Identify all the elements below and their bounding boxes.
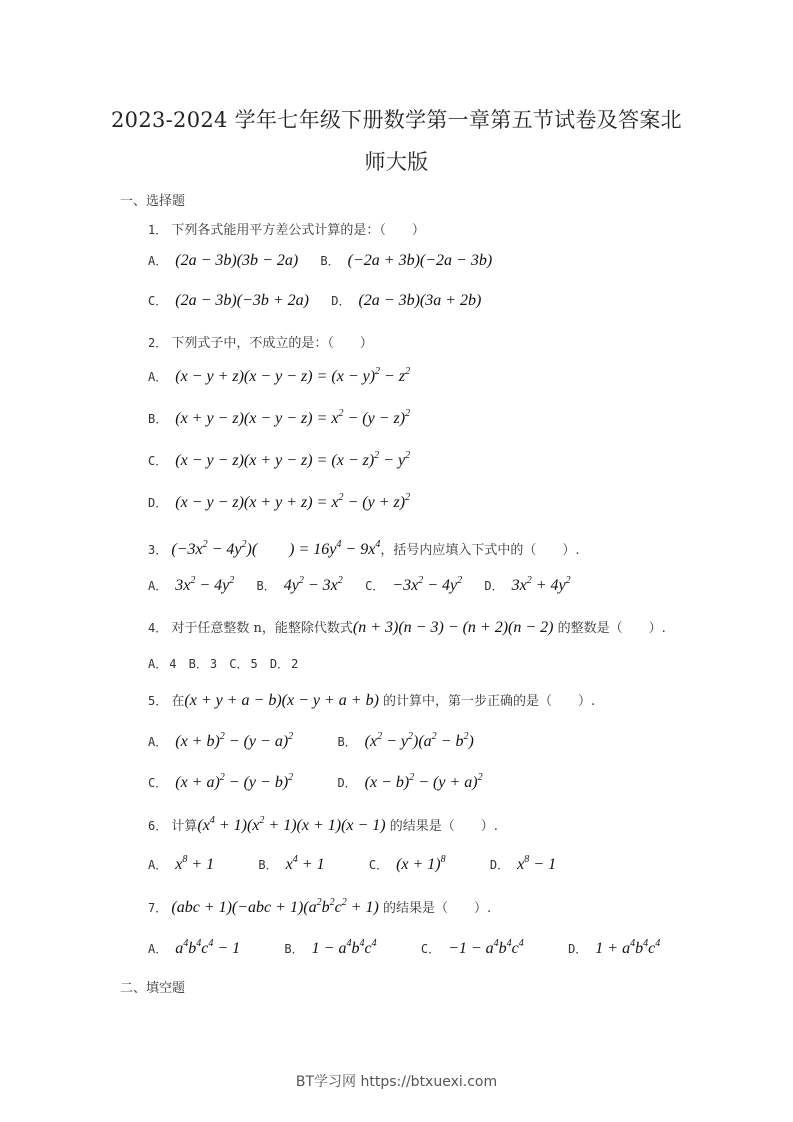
option-value: 2 <box>291 657 299 671</box>
option-label: B． <box>148 412 168 426</box>
option-label: A． <box>148 370 168 384</box>
question-expression: (n + 3)(n − 3) − (n + 2)(n − 2) <box>352 619 554 636</box>
question-number: 6． <box>148 819 168 833</box>
question-2-option-d <box>148 494 410 512</box>
question-7-options <box>148 940 660 958</box>
option-expression: (2a − 3b)(3b − 2a) <box>175 252 299 269</box>
option-label: B． <box>337 735 357 749</box>
question-text: 的整数是（ ）. <box>557 621 666 636</box>
document-title-line2: 师大版 <box>364 150 429 174</box>
option-label: A． <box>148 858 168 872</box>
question-2-stem <box>148 332 373 351</box>
question-2-option-c <box>148 452 410 470</box>
option-expression: $a^4b^4c^4 - 1$ <box>175 938 241 957</box>
question-number: 2． <box>148 336 168 350</box>
option-expression: $3x^2 - 4y^2$ <box>175 575 235 594</box>
question-text: 的计算中，第一步正确的是（ ）. <box>383 694 596 709</box>
question-1-stem <box>148 219 425 238</box>
question-2-option-b <box>148 410 410 428</box>
option-label: D． <box>568 942 588 956</box>
question-number: 5． <box>148 694 168 708</box>
option-expression: $(x - y + z)(x - y - z) = (x - y)^2 - z^2$ <box>175 366 411 385</box>
option-expression: (2a − 3b)(3a + 2b) <box>358 292 482 309</box>
option-expression: $(x + y - z)(x - y - z) = x^2 - (y - z)^2$ <box>175 408 411 427</box>
question-2-option-a <box>148 368 410 386</box>
question-expression: $(-3x^2 - 4y^2)$( ) = $16y^4 - 9x^4$ <box>171 539 381 558</box>
option-label: C． <box>420 942 441 956</box>
question-expression: $(x^4 + 1)(x^2 + 1)(x + 1)(x - 1)$ <box>197 815 386 834</box>
option-label: D． <box>331 294 351 308</box>
option-label: C． <box>368 858 389 872</box>
option-expression: $1 + a^4b^4c^4$ <box>595 938 661 957</box>
question-text: 在 <box>171 694 185 709</box>
question-4-options <box>148 655 306 672</box>
option-label: D． <box>337 776 357 790</box>
option-expression: $(x + a)^2 - (y - b)^2$ <box>175 772 294 791</box>
option-label: A． <box>148 942 168 956</box>
option-label: B． <box>188 657 208 671</box>
option-label: A． <box>148 735 168 749</box>
option-label: D． <box>148 496 168 510</box>
question-text: 下列各式能用平方差公式计算的是：（ ） <box>171 223 425 238</box>
option-value: 3 <box>209 657 218 671</box>
option-expression: $(x + b)^2 - (y - a)^2$ <box>175 731 294 750</box>
option-expression: $(x - y - z)(x + y - z) = (x - z)^2 - y^2$ <box>175 450 411 469</box>
option-expression: $x^8 - 1$ <box>517 854 557 873</box>
question-number: 1． <box>148 223 168 237</box>
section-heading-fill-in-blank: 二、填空题 <box>120 981 186 996</box>
question-7-stem <box>148 897 491 917</box>
option-expression: $x^8 + 1$ <box>175 854 215 873</box>
question-text: ，括号内应填入下式中的（ ）. <box>380 543 580 558</box>
option-label: B． <box>258 858 278 872</box>
question-6-options <box>148 856 556 874</box>
option-expression: $(x - y - z)(x + y + z) = x^2 - (y + z)^2$ <box>175 492 411 511</box>
question-1-options-row1 <box>148 252 492 270</box>
option-label: D． <box>269 657 290 671</box>
option-label: C． <box>148 454 168 468</box>
option-label: C． <box>229 657 249 671</box>
option-label: B． <box>320 254 340 268</box>
section-heading-multiple-choice: 一、选择题 <box>120 194 186 209</box>
option-label: C． <box>148 294 168 308</box>
option-value: 4 <box>169 657 177 671</box>
question-expression: (x + y + a − b)(x − y + a + b) <box>184 692 379 709</box>
question-text: 的结果是（ ）. <box>389 819 498 834</box>
option-label: A． <box>148 254 168 268</box>
option-expression: (2a − 3b)(−3b + 2a) <box>175 292 309 309</box>
option-label: A． <box>148 579 168 593</box>
option-expression: $x^4 + 1$ <box>285 854 325 873</box>
option-expression: $1 - a^4b^4c^4$ <box>311 938 377 957</box>
option-label: D． <box>489 858 510 872</box>
question-text: 下列式子中，不成立的是：（ ） <box>171 336 373 351</box>
question-number: 7． <box>148 901 168 915</box>
option-expression: $4y^2 - 3x^2$ <box>283 575 343 594</box>
option-label: B． <box>256 579 276 593</box>
question-5-options-row2 <box>148 774 483 792</box>
option-label: A． <box>148 657 168 671</box>
option-label: C． <box>365 579 385 593</box>
option-expression: (−2a + 3b)(−2a − 3b) <box>347 252 493 269</box>
option-expression: $3x^2 + 4y^2$ <box>511 575 571 594</box>
option-label: D． <box>484 579 504 593</box>
option-expression: $(x + 1)^8$ <box>396 854 446 873</box>
option-label: B． <box>284 942 304 956</box>
option-label: C． <box>148 776 168 790</box>
question-text: 的结果是（ ）. <box>382 901 492 916</box>
option-expression: $-3x^2 - 4y^2$ <box>392 575 463 594</box>
question-4-stem <box>148 617 666 637</box>
question-3-stem <box>148 536 579 559</box>
option-expression: $(x^2 - y^2)(a^2 - b^2)$ <box>364 731 474 750</box>
question-text: 对于任意整数 n，能整除代数式 <box>171 621 353 636</box>
option-value: 5 <box>250 657 258 671</box>
footer-watermark: BT学习网 https://btxuexi.com <box>295 1074 498 1090</box>
question-text: 计算 <box>171 819 198 834</box>
option-expression: $-1 - a^4b^4c^4$ <box>448 938 524 957</box>
document-title-line1: 2023-2024 学年七年级下册数学第一章第五节试卷及答案北 <box>111 108 682 132</box>
question-1-options-row2 <box>148 292 481 310</box>
question-number: 4． <box>148 621 168 635</box>
question-3-options <box>148 577 571 595</box>
question-number: 3． <box>148 543 168 557</box>
question-5-options-row1 <box>148 733 474 751</box>
option-expression: $(x - b)^2 - (y + a)^2$ <box>364 772 483 791</box>
question-6-stem <box>148 815 498 835</box>
question-5-stem <box>148 690 595 710</box>
question-expression: $(abc + 1)(-abc + 1)(a^2b^2c^2 + 1)$ <box>171 897 379 916</box>
